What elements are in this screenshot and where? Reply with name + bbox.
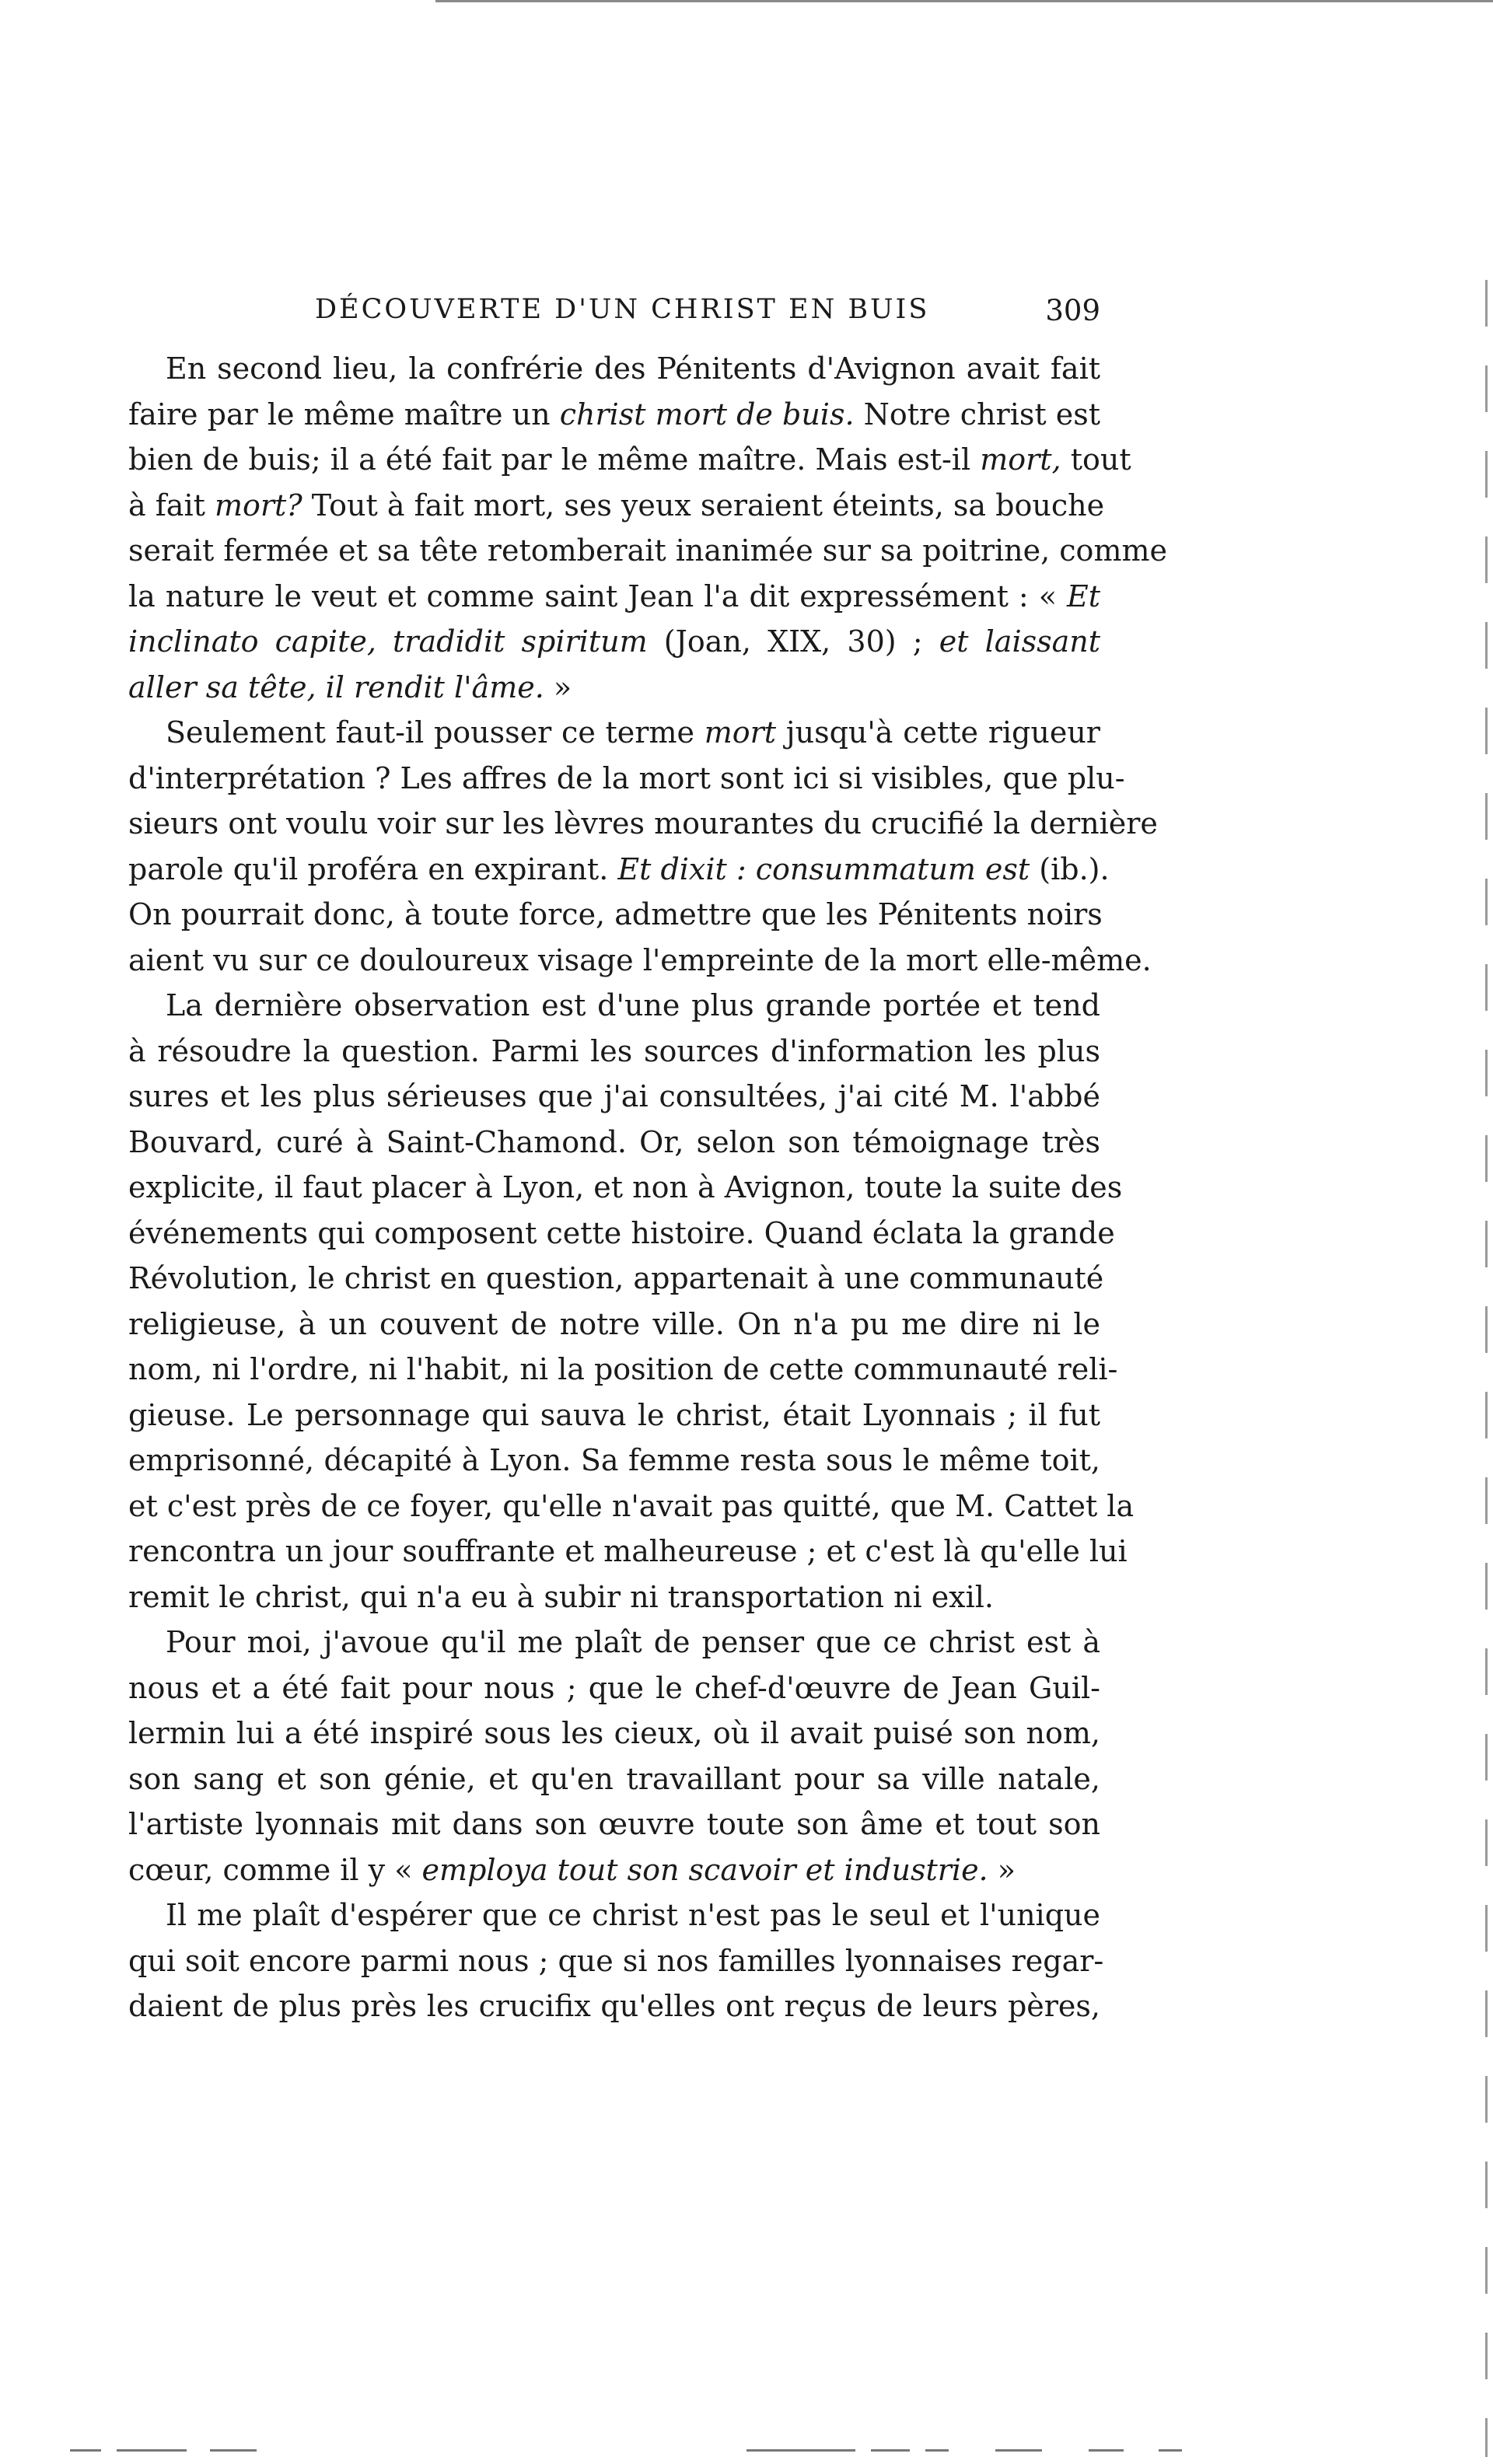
text-line: Seulement faut-il pousser ce terme mort jusqu'à cette rigueur — [166, 715, 1100, 750]
text-line: et c'est près de ce foyer, qu'elle n'avait pas quitté, que M. Cattet la — [128, 1488, 1135, 1523]
text-line: à résoudre la question. Parmi les sources d'information les plus — [128, 1033, 1100, 1068]
bottom-edge-marks — [0, 2449, 1493, 2452]
running-title: DÉCOUVERTE D'UN CHRIST EN BUIS — [315, 294, 930, 325]
top-edge-rule — [435, 0, 1493, 2]
text-line: serait fermée et sa tête retomberait inanimée sur sa poitrine, comme — [128, 533, 1167, 568]
text-line: lermin lui a été inspiré sous les cieux, où il avait puisé son nom, — [128, 1716, 1100, 1750]
text-line: faire par le même maître un christ mort de buis. Notre christ est — [128, 397, 1100, 432]
text-line: son sang et son génie, et qu'en travaillant pour sa ville natale, — [128, 1761, 1100, 1796]
text-line: aient vu sur ce douloureux visage l'empreinte de la mort elle-même. — [128, 942, 1152, 977]
text-line: daient de plus près les crucifix qu'elles ont reçus de leurs pères, — [128, 1989, 1100, 2023]
text-line: Il me plaît d'espérer que ce christ n'est pas le seul et l'unique — [166, 1898, 1100, 1932]
page-edge-shadow — [1485, 280, 1488, 2457]
text-line: rencontra un jour souffrante et malheureuse ; et c'est là qu'elle lui — [128, 1534, 1128, 1568]
text-line: qui soit encore parmi nous ; que si nos familles lyonnaises regar- — [128, 1943, 1104, 1978]
text-line: Révolution, le christ en question, appartenait à une communauté — [128, 1261, 1104, 1295]
text-line: événements qui composent cette histoire. Quand éclata la grande — [128, 1215, 1115, 1250]
text-line: On pourrait donc, à toute force, admettre que les Pénitents noirs — [128, 897, 1103, 931]
page-number: 309 — [1045, 294, 1100, 327]
text-line: emprisonné, décapité à Lyon. Sa femme resta sous le même toit, — [128, 1443, 1100, 1477]
text-line: la nature le veut et comme saint Jean l'a dit expressément : « Et — [128, 578, 1100, 613]
running-head — [128, 294, 1100, 341]
text-line: nom, ni l'ordre, ni l'habit, ni la position de cette communauté reli- — [128, 1352, 1118, 1386]
text-line: religieuse, à un couvent de notre ville. On n'a pu me dire ni le — [128, 1306, 1100, 1341]
text-line: remit le christ, qui n'a eu à subir ni transportation ni exil. — [128, 1579, 995, 1614]
text-line: cœur, comme il y « employa tout son scavoir et industrie. » — [128, 1852, 1016, 1887]
text-line: sieurs ont voulu voir sur les lèvres mourantes du crucifié la dernière — [128, 806, 1158, 841]
text-line: d'interprétation ? Les affres de la mort sont ici si visibles, que plu- — [128, 760, 1125, 795]
text-line: inclinato capite, tradidit spiritum (Joan, XIX, 30) ; et laissant — [128, 624, 1100, 659]
text-line: La dernière observation est d'une plus grande portée et tend — [166, 988, 1100, 1022]
text-line: bien de buis; il a été fait par le même maître. Mais est-il mort, tout — [128, 442, 1131, 477]
text-line: Pour moi, j'avoue qu'il me plaît de penser que ce christ est à — [166, 1625, 1100, 1659]
text-line: explicite, il faut placer à Lyon, et non à Avignon, toute la suite des — [128, 1170, 1123, 1204]
text-line: aller sa tête, il rendit l'âme. » — [128, 669, 572, 704]
text-line: En second lieu, la confrérie des Pénitents d'Avignon avait fait — [166, 351, 1100, 386]
body-text — [128, 346, 1167, 2057]
text-line: nous et a été fait pour nous ; que le chef-d'œuvre de Jean Guil- — [128, 1670, 1100, 1705]
text-line: Bouvard, curé à Saint-Chamond. Or, selon son témoignage très — [128, 1124, 1100, 1159]
text-line: parole qu'il proféra en expirant. Et dixit : consummatum est (ib.). — [128, 851, 1110, 886]
text-line: l'artiste lyonnais mit dans son œuvre toute son âme et tout son — [128, 1807, 1100, 1841]
text-line: à fait mort? Tout à fait mort, ses yeux seraient éteints, sa bouche — [128, 488, 1105, 523]
text-line: gieuse. Le personnage qui sauva le christ, était Lyonnais ; il fut — [128, 1397, 1100, 1432]
text-line: sures et les plus sérieuses que j'ai consultées, j'ai cité M. l'abbé — [128, 1079, 1100, 1113]
